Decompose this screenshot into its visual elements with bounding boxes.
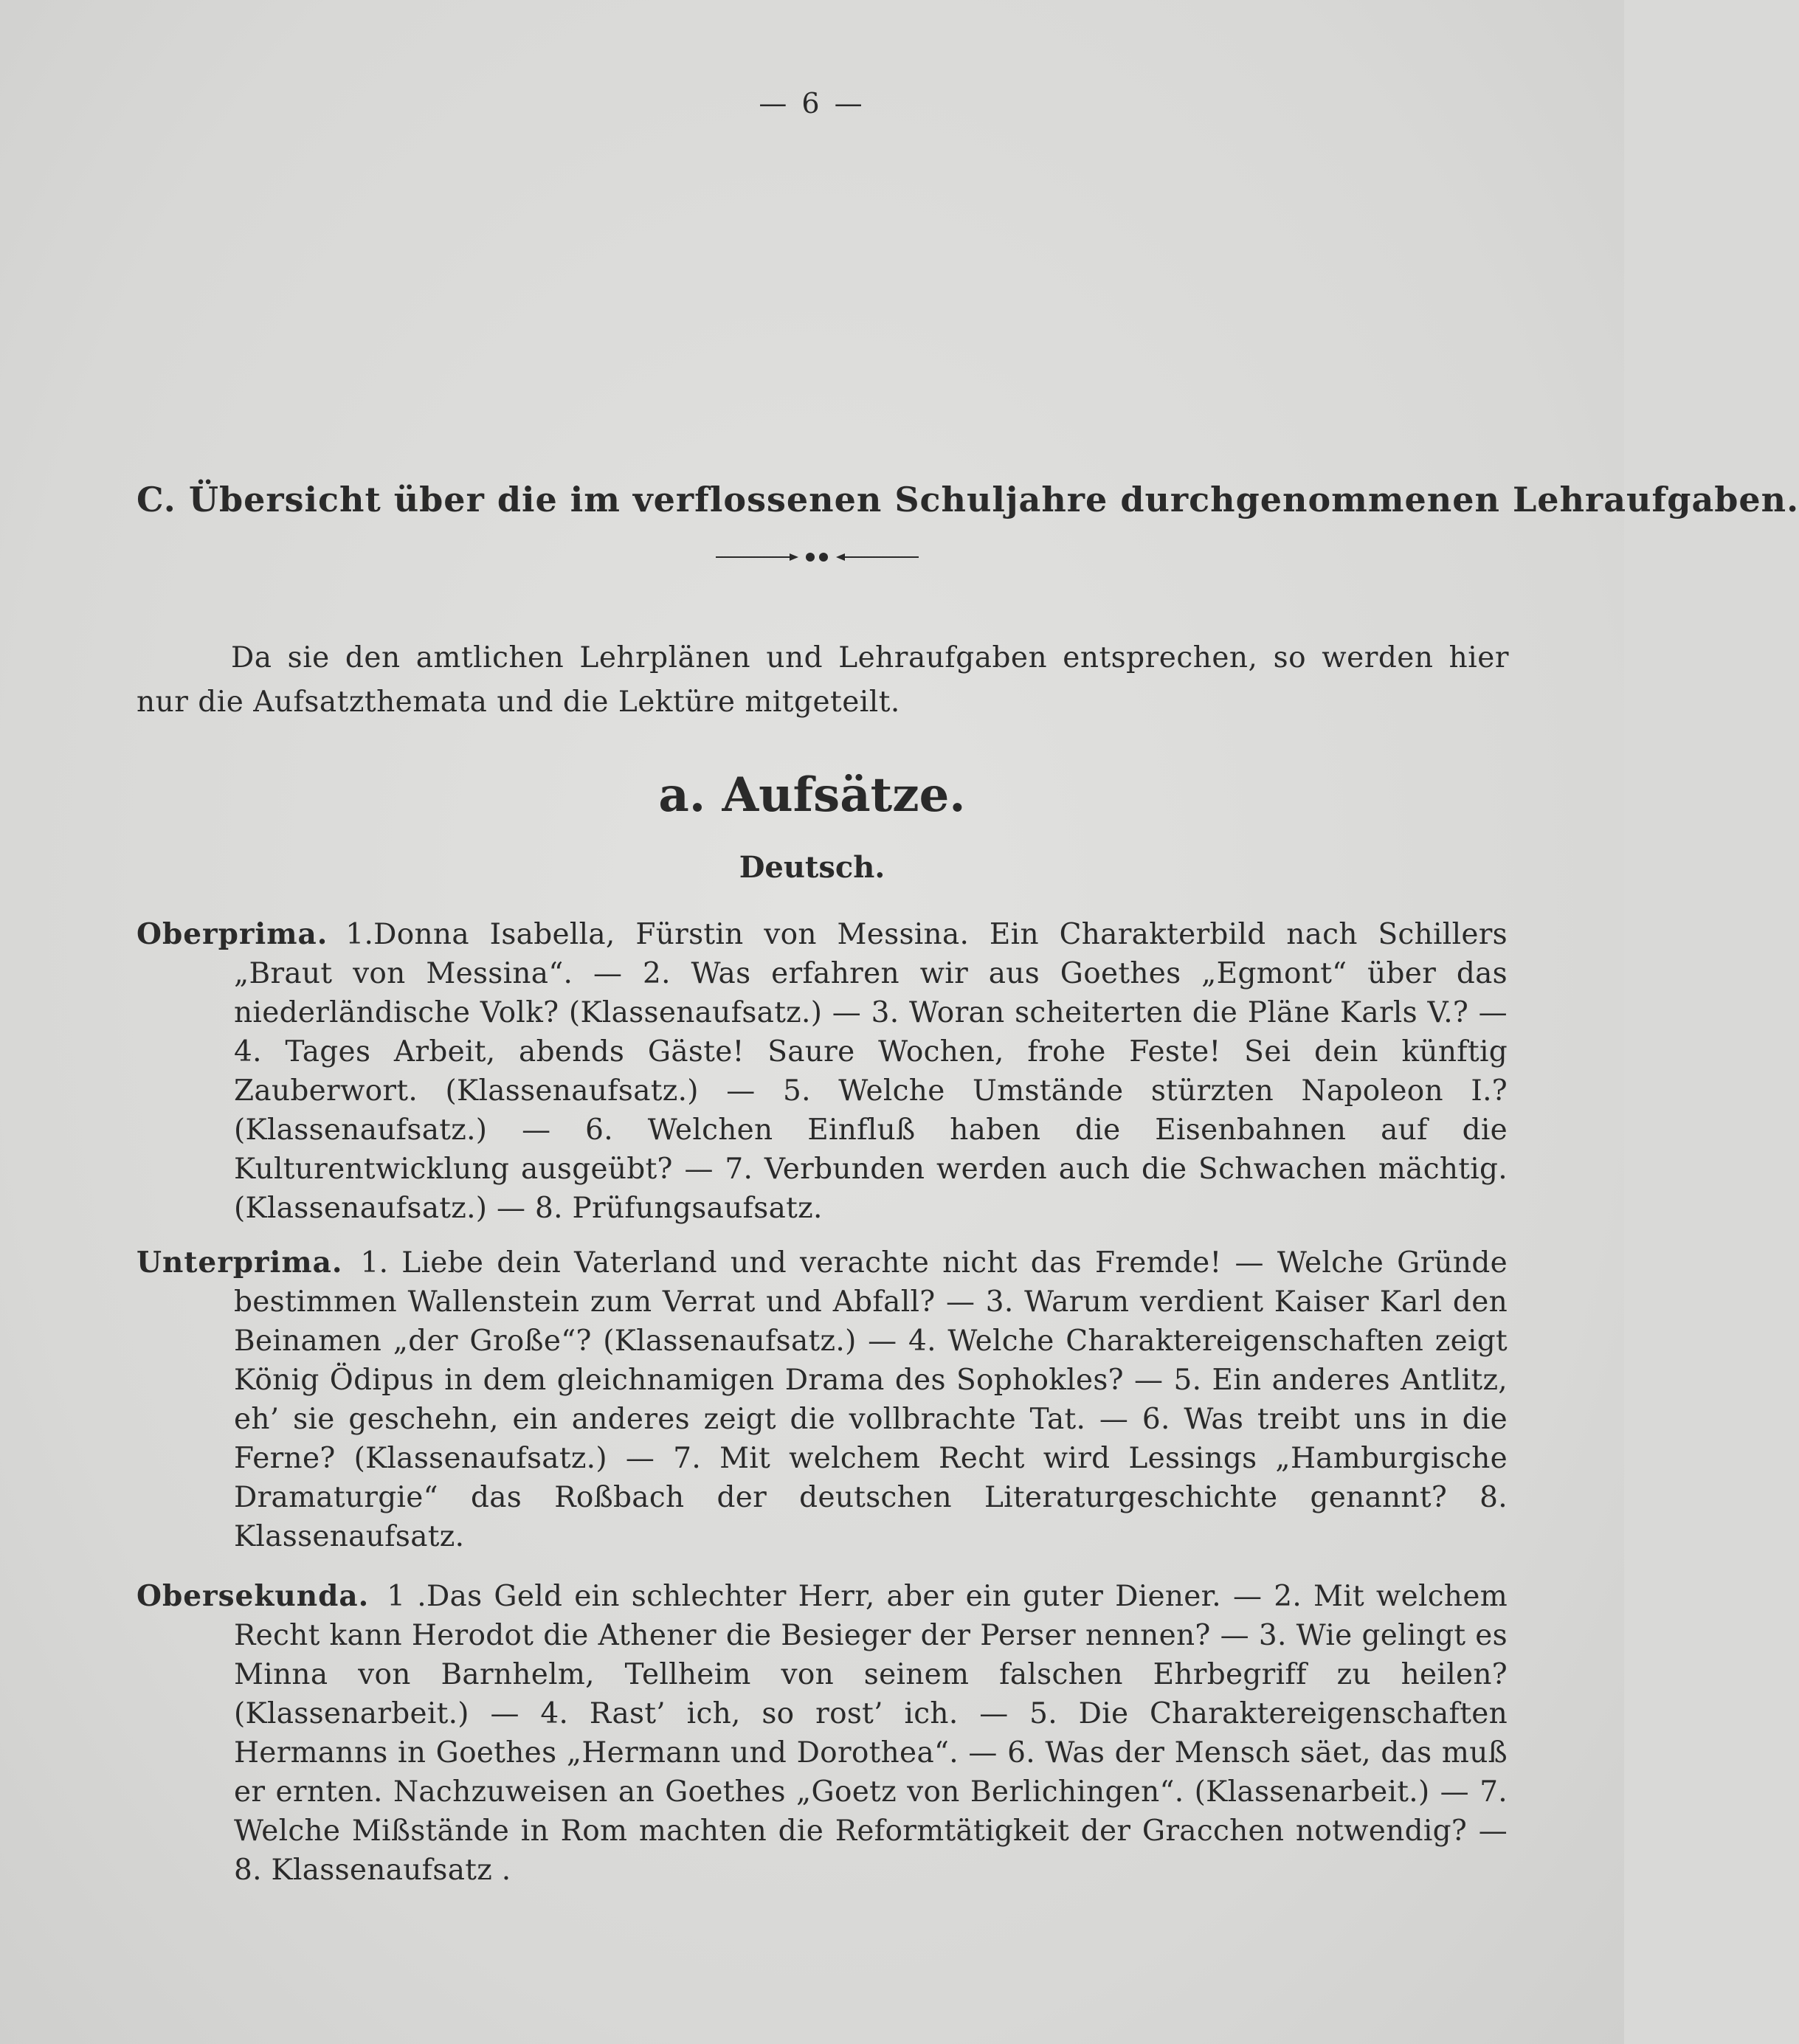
subsection-title: a. Aufsätze. — [658, 767, 966, 823]
essay-topics: 1. Liebe dein Vaterland und verachte nicht das Fremde! — Welche Gründe bestimmen Wallenstein zum Verrat und Abfall? — 3. Warum verdient Kaiser Karl den Beinamen „der Große“? (Klassenaufsatz.) — 4. Welche Charaktereigenschaften zeigt König Ödipus in dem gleichnamigen Drama des Sophokles? — 5. Ein anderes Antlitz, eh’ sie geschehn, ein anderes zeigt die vollbrachte Tat. — 6. Was treibt uns in die Ferne? (Klassenaufsatz.) — 7. Mit welchem Recht wird Lessings „Hamburgische Dramaturgie“ das Roßbach der deutschen Literaturgeschichte genannt? 8. Klassenaufsatz. — [234, 1246, 1508, 1553]
class-label: Obersekunda. — [137, 1579, 370, 1613]
essay-entry-oberprima — [137, 915, 1508, 1228]
essay-topics: 1 .Das Geld ein schlechter Herr, aber ein guter Diener. — 2. Mit welchem Recht kann Herodot die Athener die Besieger der Perser nennen? — 3. Wie gelingt es Minna von Barnhelm, Tellheim von seinem falschen Ehrbegriff zu heilen? (Klassenarbeit.) — 4. Rast’ ich, so rost’ ich. — 5. Die Charaktereigenschaften Hermanns in Goethes „Hermann und Dorothea“. — 6. Was der Mensch säet, das muß er ernten. Nachzuweisen an Goethes „Goetz von Berlichingen“. (Klassenarbeit.) — 7. Welche Mißstände in Rom machten die Reformtätigkeit der Gracchen notwendig? — 8. Klassenaufsatz . — [234, 1580, 1508, 1887]
intro-paragraph: Da sie den amtlichen Lehrplänen und Lehraufgaben entsprechen, so werden hier nur die Aufsatzthemata und die Lektüre mitgeteilt. — [137, 641, 1509, 719]
class-label: Unterprima. — [137, 1246, 343, 1280]
essay-entry-obersekunda — [137, 1577, 1508, 1890]
language-heading: Deutsch. — [739, 850, 885, 885]
essay-entry-unterprima — [137, 1243, 1508, 1556]
ornament-divider — [716, 546, 919, 568]
class-label: Oberprima. — [137, 917, 328, 951]
essay-topics: 1.Donna Isabella, Fürstin von Messina. Ein Charakterbild nach Schillers „Braut von Messina“. — 2. Was erfahren wir aus Goethes „Egmont“ über das niederländische Volk? (Klassenaufsatz.) — 3. Woran scheiterten die Pläne Karls V.? — 4. Tages Arbeit, abends Gäste! Saure Wochen, frohe Feste! Sei dein künftig Zauberwort. (Klassenaufsatz.) — 5. Welche Umstände stürzten Napoleon I.? (Klassenaufsatz.) — 6. Welchen Einfluß haben die Eisenbahnen auf die Kulturentwicklung ausgeübt? — 7. Verbunden werden auch die Schwachen mächtig. (Klassenaufsatz.) — 8. Prüfungsaufsatz. — [234, 918, 1508, 1225]
section-heading: C. Übersicht über die im verflossenen Schuljahre durchgenommenen Lehraufgaben. — [137, 480, 1799, 519]
page-number: — 6 — — [759, 87, 866, 120]
